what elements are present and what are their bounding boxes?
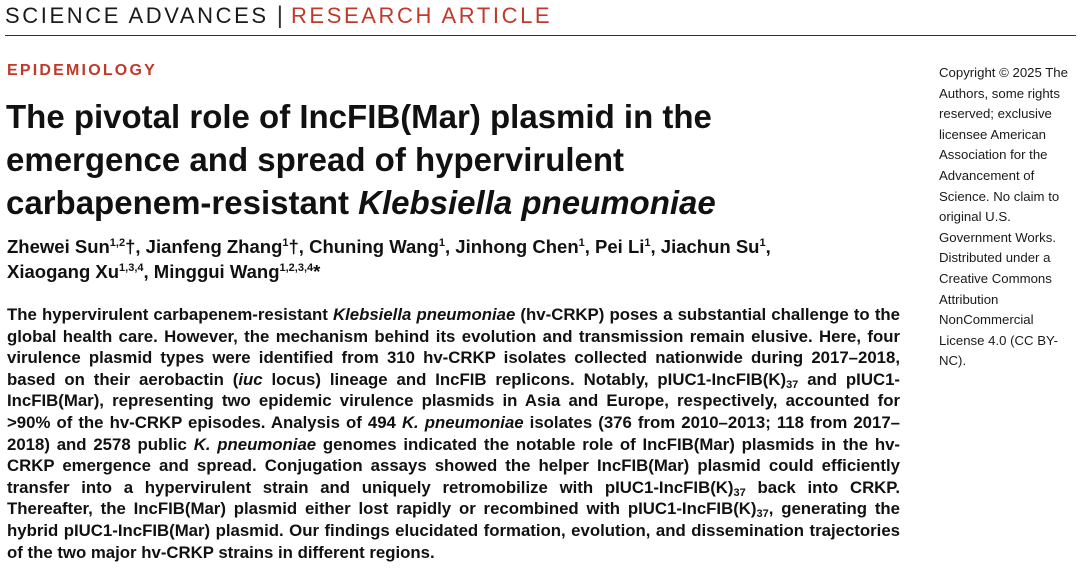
title-line-1: The pivotal role of IncFIB(Mar) plasmid in the [6,98,712,135]
author-name: Pei Li [595,236,645,257]
abstract-subscript: 37 [733,486,746,499]
abstract-text: genomes indicated the notable role of IncFIB(Mar) plasmids in the hv-CRKP emergence and spread. Conjugation assays showed the helper IncFIB(Mar) plasmid could efficiently transfer into a hypervirulent strain and uniquely retromobilize with pIUC1-IncFIB(K) [7,434,900,497]
abstract-species: K. pneumoniae [193,434,317,454]
author[interactable] [309,236,445,257]
author-affiliation: 1 [578,237,585,249]
author-affiliation: 1 [282,237,289,249]
abstract-text: isolates (376 from 2010–2013; 118 from 2017–2018) and 2578 public [7,412,901,454]
author-separator: , [584,236,596,257]
author-name: Jinhong Chen [455,236,579,257]
author[interactable] [146,236,299,257]
article-type: RESEARCH ARTICLE [290,3,553,28]
article-title [6,95,906,224]
author-mark: * [313,261,321,282]
title-species: Klebsiella pneumoniae [358,184,716,221]
author-separator: , [135,236,146,257]
abstract-text: (hv-CRKP) poses a substantial challenge to the global health care. However, the mechanism behind its evolution and transmission remain elusive. Here, four virulence plasmid types were identified from 310 hv-CRKP isolates collected nationwide during 2017–2018, based on their aerobactin ( [7,305,900,389]
abstract-text: locus) lineage and IncFIB replicons. Notably, pIUC1-IncFIB(K) [262,369,787,389]
abstract-text: , generating the hybrid pIUC1-IncFIB(Mar) plasmid. Our findings elucidated formation, evolution, and dissemination trajectories of the two major hv-CRKP strains in different regions. [7,499,900,562]
author-separator: , [765,236,771,257]
copyright-notice: Copyright © 2025 The Authors, some rights reserved; exclusive licensee American Association for the Advancement of Science. No claim to original U.S. Government Works. Distributed under a Creative Commons Attribution NonCommercial License 4.0 (CC BY-NC). [939,65,1068,369]
abstract-subscript: 37 [786,378,799,391]
title-line-3-prefix: carbapenem-resistant [6,184,359,221]
journal-header [5,2,1076,36]
author-affiliation: 1,3,4 [119,262,144,274]
author-affiliation: 1 [759,237,766,249]
author-name: Minggui Wang [153,261,280,282]
author[interactable] [595,236,650,257]
author-separator: , [298,236,310,257]
author-name: Xiaogang Xu [7,261,120,282]
author[interactable] [455,236,584,257]
author-affiliation: 1,2,3,4 [279,262,314,274]
author-affiliation: 1 [644,237,651,249]
author-name: Jiachun Su [660,236,760,257]
author-mark: † [125,236,136,257]
abstract-species: Klebsiella pneumoniae [332,305,516,324]
abstract-subscript: 37 [756,508,769,521]
journal-name: SCIENCE ADVANCES [5,3,269,28]
header-separator: | [276,2,283,29]
author[interactable] [154,261,321,282]
author-separator: , [143,261,154,282]
author-name: Chuning Wang [309,236,439,257]
abstract [7,304,900,563]
author-mark: † [288,236,299,257]
author[interactable] [7,261,144,282]
abstract-text: and pIUC1-IncFIB(Mar), representing two epidemic virulence plasmids in Asia and Europe, respectively, accounted for >90% of the hv-CRKP episodes. Analysis of 494 [7,369,900,432]
section-label: EPIDEMIOLOGY [7,62,157,79]
author-separator: , [445,236,456,257]
abstract-text: The hypervirulent carbapenem-resistant [7,305,333,324]
author-name: Zhewei Sun [7,236,110,257]
author-affiliation: 1 [438,237,446,249]
abstract-text: back into CRKP. Thereafter, the IncFIB(Mar) plasmid either lost rapidly or recombined with pIUC1-IncFIB(K) [7,477,900,519]
author-list [7,234,907,284]
author-affiliation: 1,2 [109,237,126,249]
author[interactable] [7,236,135,257]
author-name: Jianfeng Zhang [145,236,283,257]
title-line-2: emergence and spread of hypervirulent [6,141,625,178]
abstract-gene: iuc [238,369,263,389]
author[interactable] [661,236,766,257]
author-separator: , [650,236,661,257]
abstract-species: K. pneumoniae [401,412,524,432]
